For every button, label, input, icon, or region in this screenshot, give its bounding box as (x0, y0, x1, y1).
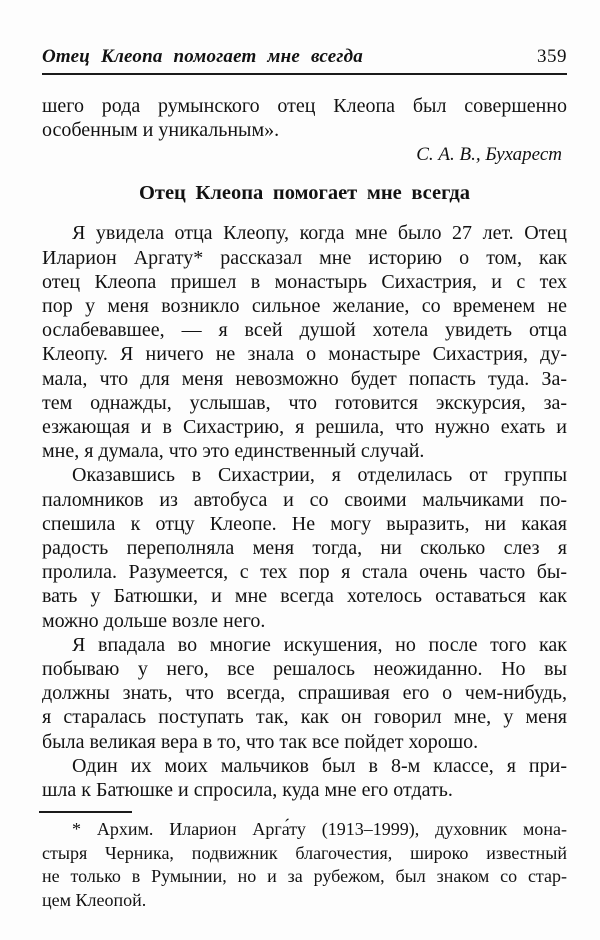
text-line: ослабевавшее, — я всей душой хотела увидеть отца (42, 319, 567, 342)
body-paragraph (42, 754, 567, 802)
text-line: пор у меня возникло сильное желание, со временем не (42, 295, 567, 318)
section-title: Отец Клеопа помогает мне всегда (138, 182, 471, 205)
body-paragraph (42, 463, 567, 632)
footnote-separator (39, 811, 132, 813)
text-line: Иларион Аргату* рассказал мне историю о том, как (42, 246, 567, 269)
text-line: спешила к отцу Клеопе. Не могу выразить, ни какая (42, 512, 567, 535)
body-paragraph (42, 221, 567, 463)
text-line: мала, что для меня невозможно будет попасть туда. За- (42, 367, 567, 390)
text-line: тем однажды, услышав, что готовится экскурсия, за- (42, 391, 567, 414)
page-number: 359 (537, 46, 567, 67)
text-line: пролила. Разумеется, с тех пор я стала очень часто бы- (42, 561, 567, 584)
text-line: Один их моих мальчиков был в 8-м классе, я при- (72, 754, 567, 777)
footnote-line: стыря Черника, подвижник благочестия, широко известный (42, 842, 567, 863)
footnote (42, 818, 567, 912)
text-line: езжающая и в Сихастрию, я решила, что нужно ехать и (42, 416, 567, 439)
footnote-line: не только в Румынии, но и за рубежом, был знаком со стар- (42, 866, 567, 887)
text-line: Я впадала во многие искушения, но после того как (72, 633, 567, 656)
attribution: С. А. В., Бухарест (416, 144, 562, 166)
text-line: была великая вера в то, что так все пойдет хорошо. (42, 730, 479, 753)
text-line: я старалась поступать так, как он говорил мне, у меня (42, 706, 567, 729)
text-line: особенным и уникальным». (42, 119, 280, 142)
page-body (42, 94, 567, 912)
text-line: радость переполняла меня тогда, ни сколько слез я (42, 537, 567, 560)
text-line: Оказавшись в Сихастрии, я отделилась от группы (72, 464, 567, 487)
text-line: побываю у него, все решалось неожиданно. Но вы (42, 658, 567, 681)
text-line: отец Клеопа пришел в монастырь Сихастрия, и с тех (42, 270, 567, 293)
footnote-line: цем Клеопой. (42, 889, 147, 910)
body-paragraph (42, 633, 567, 754)
text-line: должны знать, что всегда, спрашивая его о чем-нибудь, (42, 682, 567, 705)
footnote-line: * Архим. Иларион Арга́ту (1913–1999), духовник мона- (72, 819, 567, 840)
quote-continuation-paragraph (42, 94, 567, 142)
text-line: шла к Батюшке и спросила, куда мне его отдать. (42, 779, 453, 802)
text-line: можно дольше возле него. (42, 609, 266, 632)
text-line: Клеопу. Я ничего не знала о монастыре Сихастрия, ду- (42, 343, 567, 366)
text-line: шего рода румынского отец Клеопа был совершенно (42, 95, 567, 117)
text-line: мне, я думала, что это единственный случай. (42, 440, 425, 463)
running-header (42, 46, 567, 75)
text-line: паломников из автобуса и со своими мальчиками по- (42, 488, 567, 511)
text-line: вать у Батюшки, и мне всегда хотелось оставаться как (42, 585, 567, 608)
text-line: Я увидела отца Клеопу, когда мне было 27 лет. Отец (72, 222, 567, 245)
running-title: Отец Клеопа помогает мне всегда (42, 46, 363, 67)
